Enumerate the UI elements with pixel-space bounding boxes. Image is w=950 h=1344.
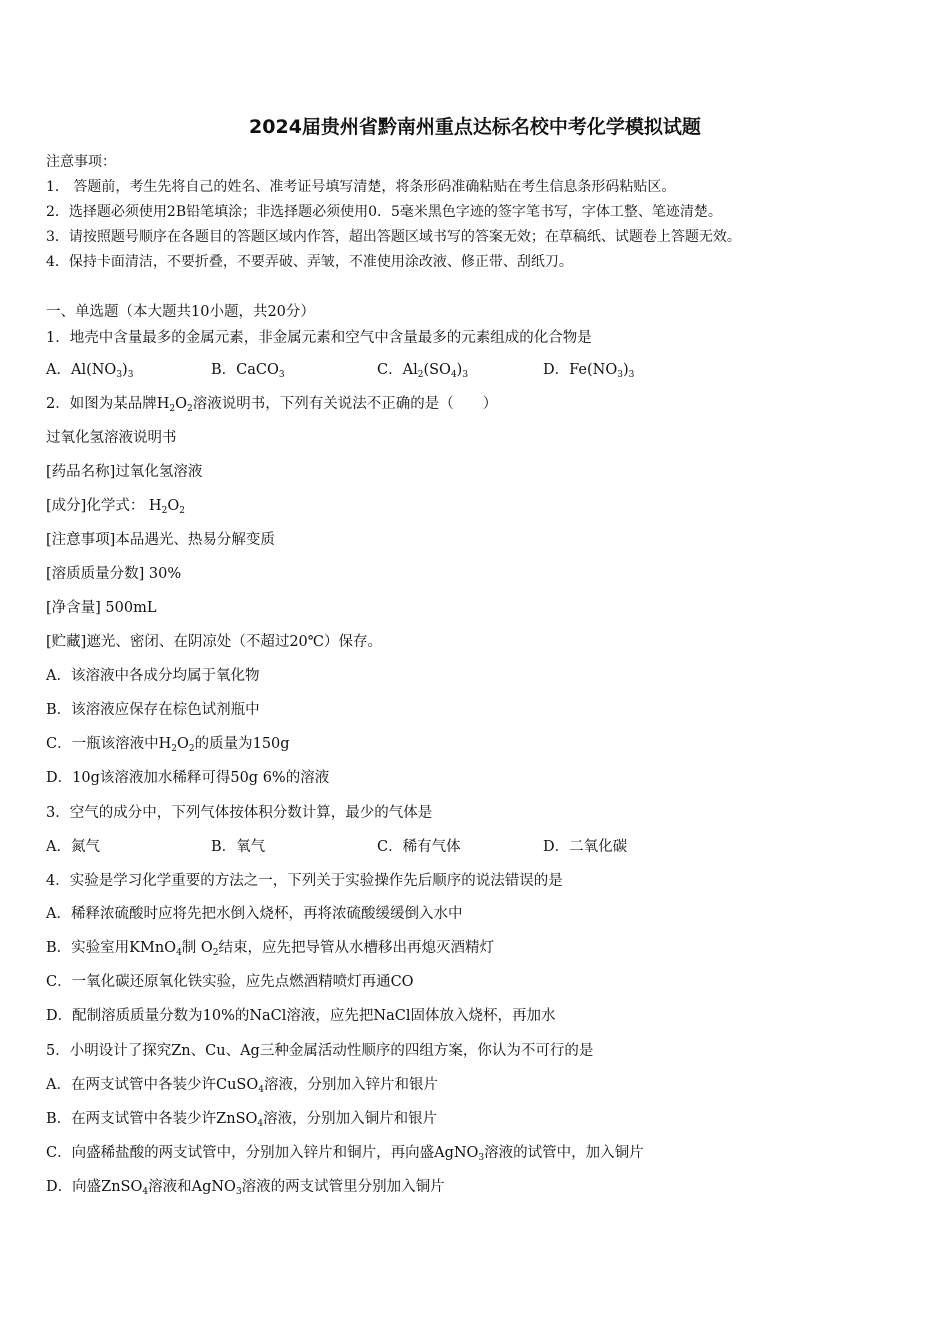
q4-option-c: C．一氧化碳还原氧化铁实验，应先点燃酒精喷灯再通CO — [46, 974, 414, 990]
q5-option-d: D．向盛ZnSO$_4$溶液和AgNO$_3$溶液的两支试管里分别加入铜片 — [46, 1179, 445, 1197]
notice-item: 3．请按照题号顺序在各题目的答题区域内作答，超出答题区域书写的答案无效；在草稿纸、试题卷上答题无效。 — [46, 229, 741, 245]
question-5-stem: 5．小明设计了探究Zn、Cu、Ag三种金属活动性顺序的四组方案，你认为不可行的是 — [46, 1043, 594, 1059]
leaflet-fraction: [溶质质量分数] 30% — [46, 566, 182, 582]
question-2-stem: 2．如图为某品牌$H_2O_2$溶液说明书，下列有关说法不正确的是（ ） — [46, 396, 498, 414]
q3-option-b: B．氧气 — [211, 839, 266, 855]
leaflet-volume: [净含量] 500mL — [46, 600, 157, 616]
leaflet-title: 过氧化氢溶液说明书 — [46, 430, 177, 446]
q4-option-a: A．稀释浓硫酸时应将先把水倒入烧杯，再将浓硫酸缓缓倒入水中 — [46, 906, 463, 922]
q1-option-c: C．$Al_2(SO_4)_3$ — [377, 362, 469, 380]
page-title: 2024届贵州省黔南州重点达标名校中考化学模拟试题 — [249, 116, 701, 138]
q1-option-b: B．CaCO$_3$ — [211, 362, 285, 380]
section-heading: 一、单选题（本大题共10小题，共20分） — [46, 304, 315, 320]
q5-option-a: A．在两支试管中各装少许CuSO$_4$溶液，分别加入锌片和银片 — [46, 1077, 438, 1095]
leaflet-storage: [贮藏]遮光、密闭、在阴凉处（不超过20℃）保存。 — [46, 634, 382, 650]
q2-option-c: C．一瓶该溶液中$H_2O_2$的质量为150g — [46, 736, 290, 754]
q4-option-b: B．实验室用KMnO$_4$制 $O_2$结束，应先把导管从水槽移出再熄灭酒精灯 — [46, 940, 495, 958]
q1-option-d: D．$Fe(NO_3)_3$ — [543, 362, 635, 380]
notice-item: 1． 答题前，考生先将自己的姓名、准考证号填写清楚，将条形码准确粘贴在考生信息条形码粘贴区。 — [46, 179, 676, 195]
q1-option-a: A．$Al(NO_3)_3$ — [46, 362, 134, 380]
q4-option-d: D．配制溶质质量分数为10%的NaCl溶液，应先把NaCl固体放入烧杯，再加水 — [46, 1008, 556, 1024]
q5-option-b: B．在两支试管中各装少许ZnSO$_4$溶液，分别加入铜片和银片 — [46, 1111, 438, 1129]
q5-option-c: C．向盛稀盐酸的两支试管中，分别加入锌片和铜片，再向盛AgNO$_3$溶液的试管中，加入铜片 — [46, 1145, 644, 1163]
notice-heading: 注意事项： — [46, 154, 116, 170]
question-4-stem: 4．实验是学习化学重要的方法之一，下列关于实验操作先后顺序的说法错误的是 — [46, 873, 563, 889]
leaflet-formula: [成分]化学式： $H_2O_2$ — [46, 498, 185, 516]
q2-option-a: A．该溶液中各成分均属于氧化物 — [46, 668, 260, 684]
q3-option-a: A．氮气 — [46, 839, 100, 855]
q3-option-c: C．稀有气体 — [377, 839, 461, 855]
leaflet-caution: [注意事项]本品遇光、热易分解变质 — [46, 532, 275, 548]
leaflet-drug-name: [药品名称]过氧化氢溶液 — [46, 464, 203, 480]
question-1-stem: 1．地壳中含量最多的金属元素，非金属元素和空气中含量最多的元素组成的化合物是 — [46, 330, 592, 346]
q2-option-d: D．10g该溶液加水稀释可得50g 6%的溶液 — [46, 770, 330, 786]
q2-option-b: B．该溶液应保存在棕色试剂瓶中 — [46, 702, 260, 718]
q3-option-d: D．二氧化碳 — [543, 839, 628, 855]
notice-item: 4．保持卡面清洁，不要折叠，不要弄破、弄皱，不准使用涂改液、修正带、刮纸刀。 — [46, 254, 573, 270]
notice-item: 2．选择题必须使用2B铅笔填涂；非选择题必须使用0．5毫米黑色字迹的签字笔书写，字体工整、笔迹清楚。 — [46, 204, 722, 220]
question-3-stem: 3．空气的成分中，下列气体按体积分数计算，最少的气体是 — [46, 805, 433, 821]
